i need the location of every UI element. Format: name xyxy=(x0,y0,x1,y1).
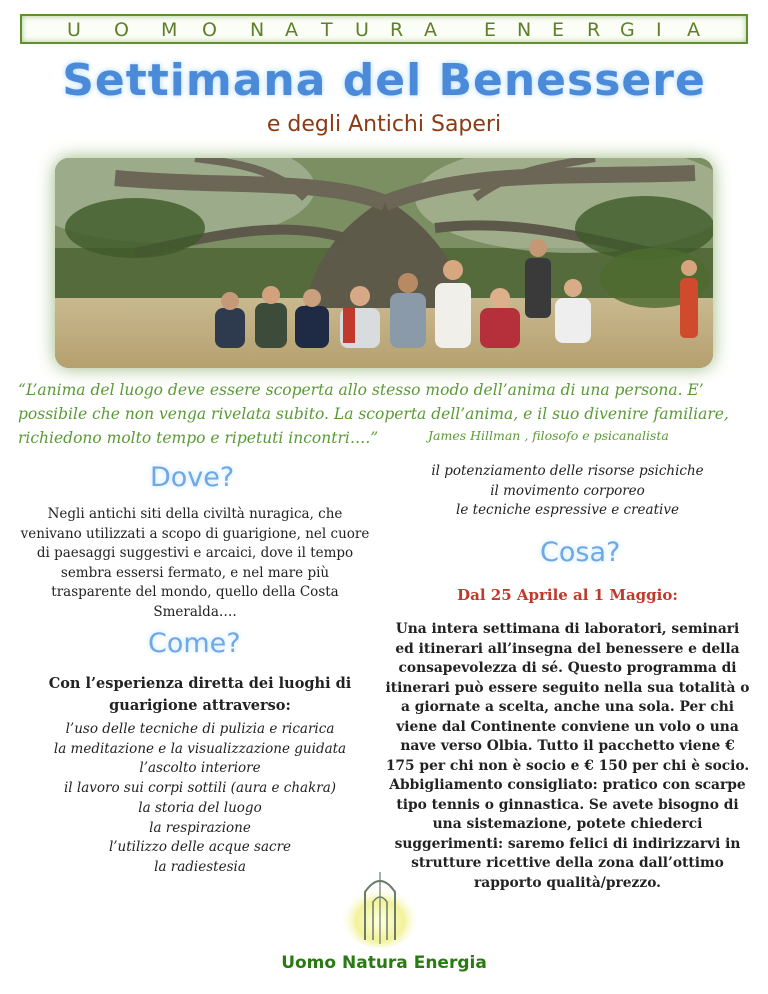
come-heading: Come? xyxy=(148,628,241,659)
banner-letter: I xyxy=(656,19,662,41)
banner-letter: N xyxy=(250,19,265,41)
quote-author: James Hillman , filosofo e psicanalista xyxy=(428,428,669,443)
banner-letter: U xyxy=(355,19,369,41)
banner-letter: U xyxy=(67,19,81,41)
list-item: il lavoro sui corpi sottili (aura e chakra) xyxy=(63,780,337,797)
list-item: le tecniche espressive e creative xyxy=(456,502,679,519)
list-item: l’ascolto interiore xyxy=(139,760,261,777)
banner-letter: E xyxy=(484,19,497,41)
dolmen-logo-icon xyxy=(335,862,425,952)
quote-text: “L’anima del luogo deve essere scoperta allo stesso modo dell’anima di una persona. E’ possibile che non venga rivelata subito. La scoperta dell’anima, e il suo divenire familiare, richiedono molto tempo e ripetuti incontri….” xyxy=(18,381,729,447)
list-item: la radiestesia xyxy=(154,858,246,875)
list-item: l’utilizzo delle acque sacre xyxy=(108,839,292,856)
list-item: la respirazione xyxy=(149,819,251,836)
list-item: la storia del luogo xyxy=(138,799,262,816)
banner-letter: A xyxy=(424,19,437,41)
right-list xyxy=(385,462,750,521)
top-banner xyxy=(20,14,748,44)
group-photo xyxy=(55,158,713,368)
list-item: il potenziamento delle risorse psichiche xyxy=(431,463,704,479)
footer-brand: Uomo Natura Energia xyxy=(281,953,487,973)
banner-letter: N xyxy=(517,19,532,41)
banner-letter: R xyxy=(587,19,601,41)
cosa-text: Una intera settimana di laboratori, seminari ed itinerari all’insegna del benessere e della consapevolezza di sé. Questo programma di itinerari può essere seguito nella sua totalità o a giornate a scelta, anche una sola. Per chi viene dal Continente conviene un volo o una nave verso Olbia. Tutto il pacchetto viene € 175 per chi non è socio e € 150 per chi è socio. Abbigliamento consigliato: pratico con scarpe tipo tennis o ginnastica. Se avete bisogno di una sistemazione, potete chiederci suggerimenti: saremo felici di indirizzarvi in strutture ricettive della zona dall’ottimo rapporto qualità/prezzo. xyxy=(385,621,750,891)
event-dates: Dal 25 Aprile al 1 Maggio: xyxy=(457,586,678,604)
page-title: Settimana del Benessere xyxy=(62,55,706,106)
banner-letter: M xyxy=(161,19,178,41)
banner-letter: A xyxy=(285,19,298,41)
list-item: l’uso delle tecniche di pulizia e ricarica xyxy=(65,721,335,737)
banner-letter: O xyxy=(202,19,217,41)
banner-letter: E xyxy=(552,19,565,41)
cosa-heading: Cosa? xyxy=(540,537,621,568)
come-list xyxy=(30,720,370,878)
banner-letter: G xyxy=(620,19,635,41)
come-intro: Con l’esperienza diretta dei luoghi di guarigione attraverso: xyxy=(48,675,352,714)
banner-letter: A xyxy=(687,19,700,41)
banner-letter: T xyxy=(321,19,333,41)
banner-letter: R xyxy=(390,19,404,41)
dove-text: Negli antichi siti della civiltà nuragica, che venivano utilizzati a scopo di guarigione, nel cuore di paesaggi suggestivi e arcaici, dove il tempo sembra essersi fermato, e nel mare più trasparente del mondo, quello della Costa Smeralda…. xyxy=(20,506,370,620)
banner-letter: O xyxy=(114,19,129,41)
list-item: la meditazione e la visualizzazione guidata xyxy=(53,740,347,757)
dove-heading: Dove? xyxy=(150,462,235,493)
page-subtitle: e degli Antichi Saperi xyxy=(266,112,502,137)
list-item: il movimento corporeo xyxy=(490,482,645,499)
